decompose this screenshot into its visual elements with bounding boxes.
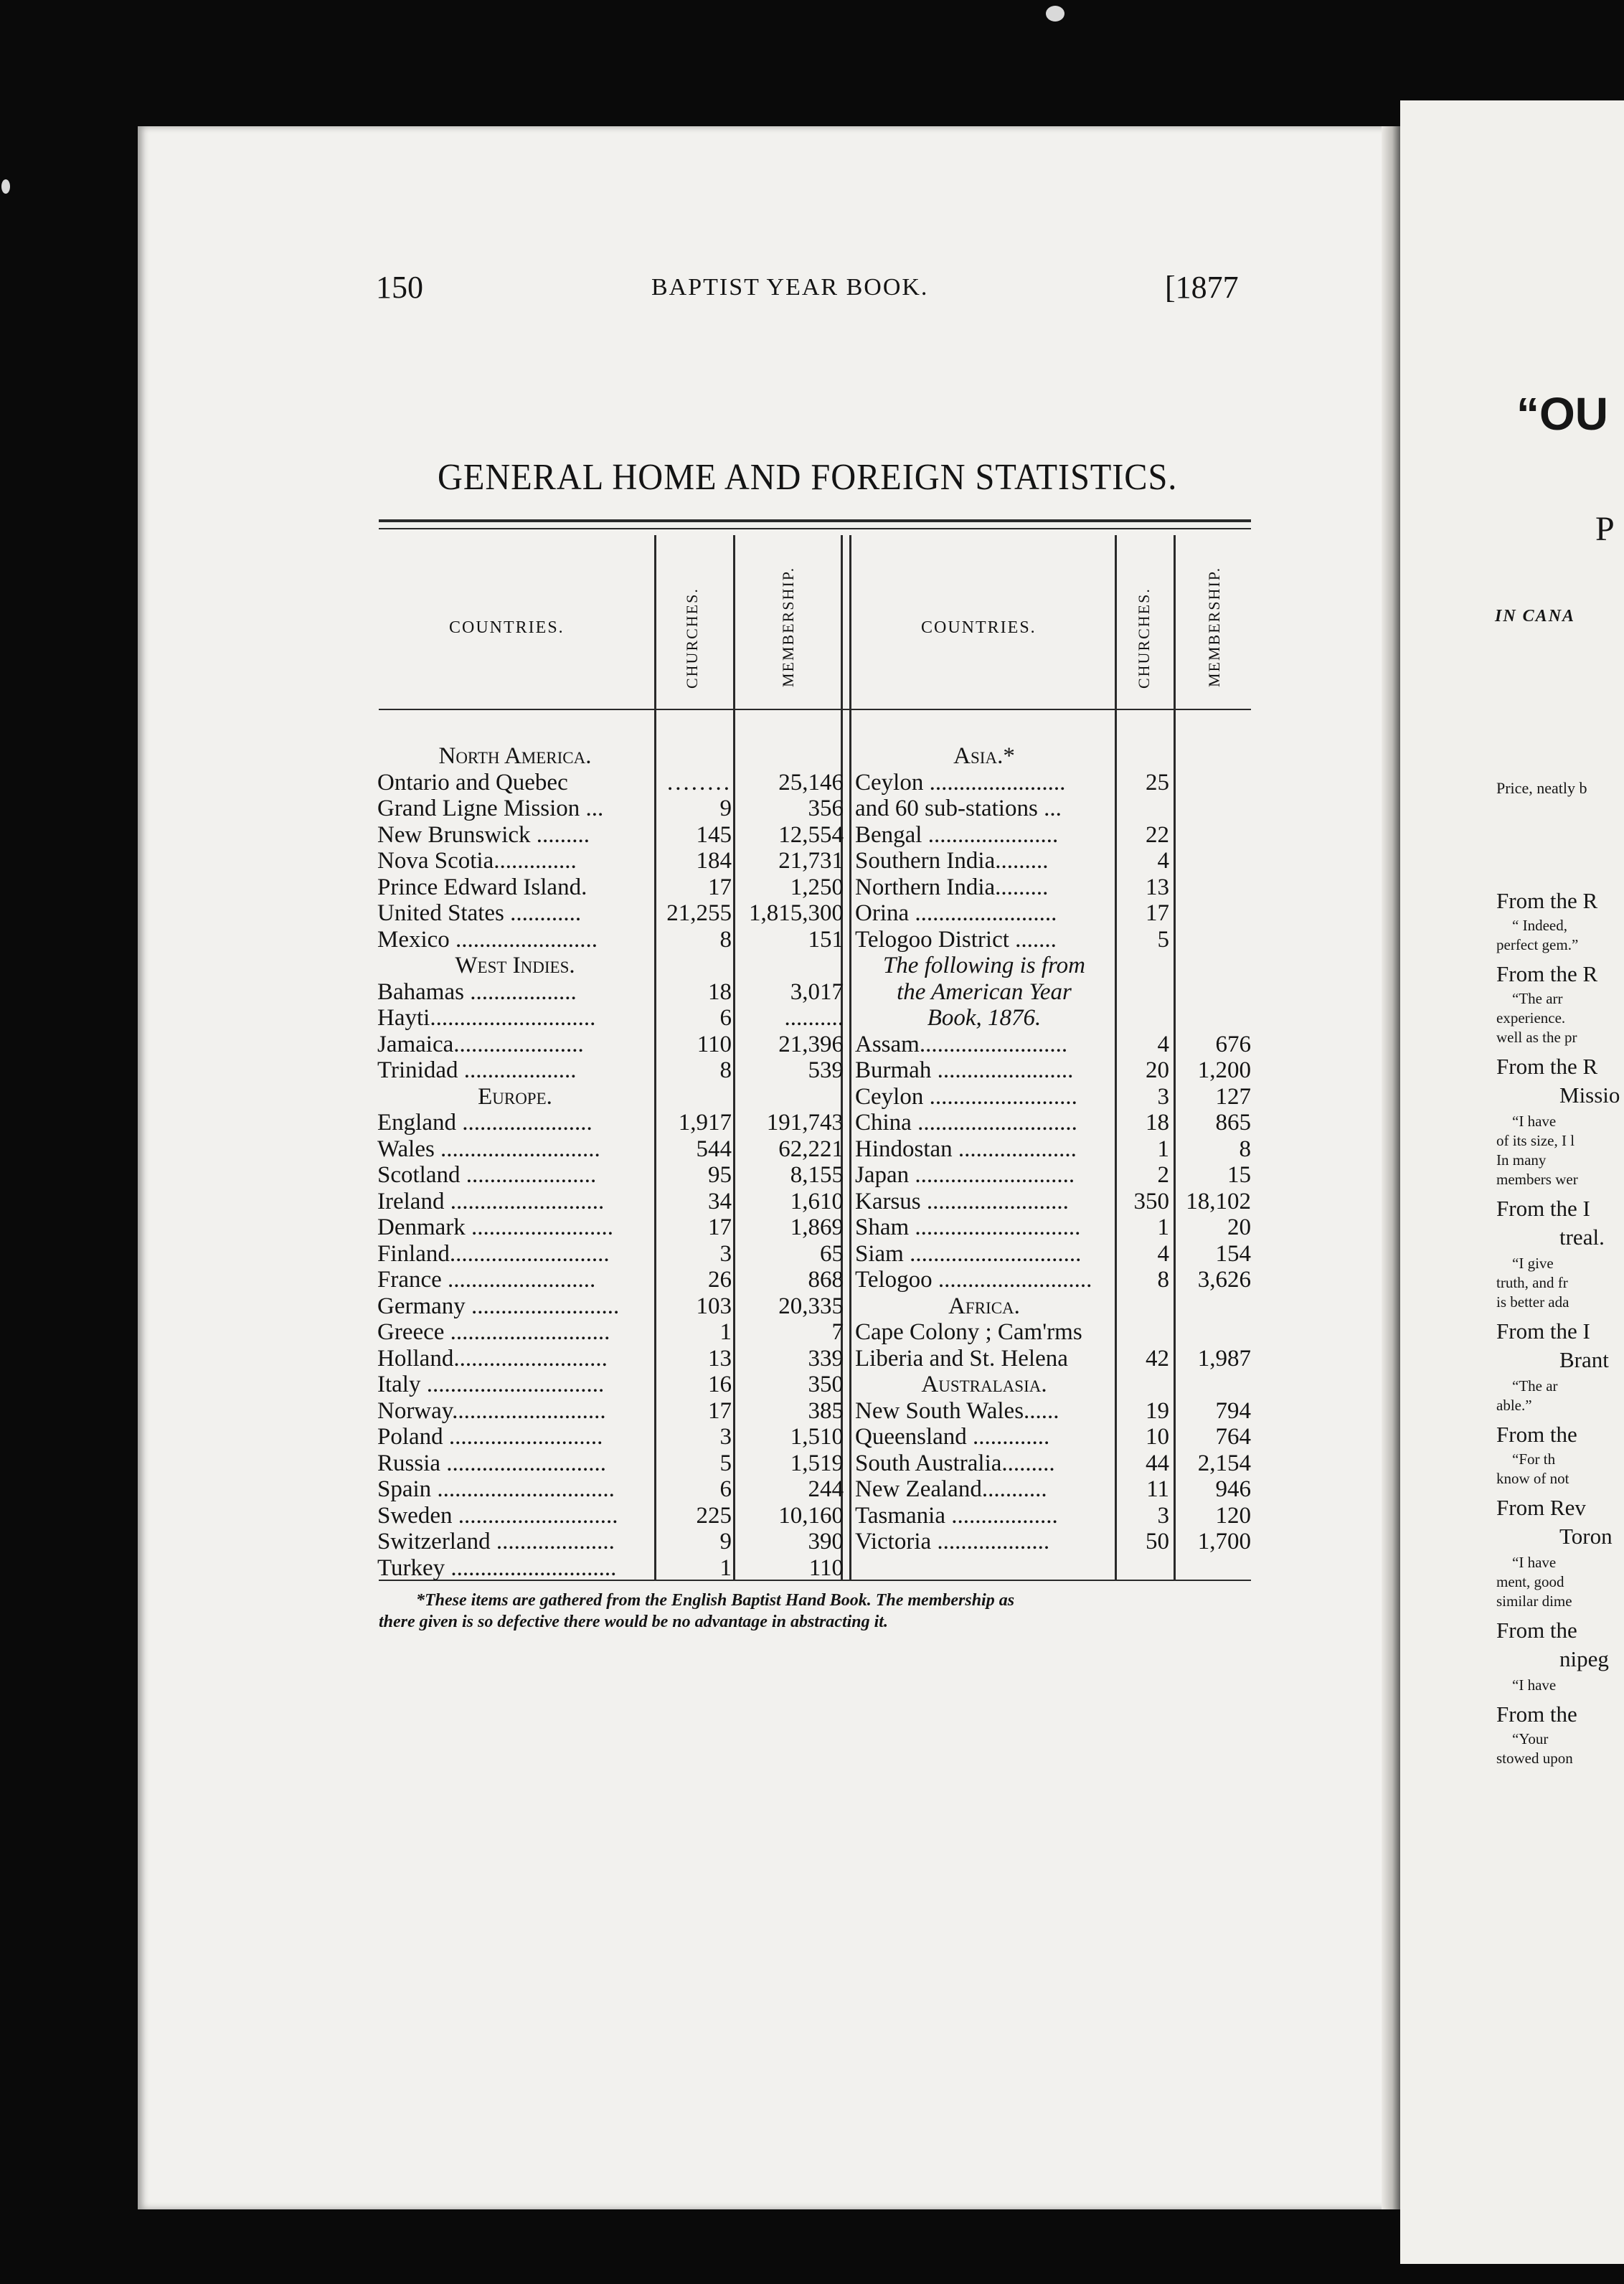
- membership-cell: 154: [1215, 1240, 1251, 1267]
- table-top-rule-thin: [379, 528, 1251, 529]
- country-label: Grand Ligne Mission ...: [377, 796, 604, 821]
- churches-cell: 4: [1157, 848, 1169, 874]
- churches-cell: 19: [1146, 1397, 1169, 1424]
- country-label: Ceylon .........................: [855, 1083, 1077, 1110]
- page-number: 150: [376, 270, 423, 305]
- membership-cell: 1,519: [790, 1450, 844, 1476]
- country-label: Cape Colony ; Cam'rms: [855, 1319, 1082, 1345]
- header-year: [1877: [1165, 270, 1239, 305]
- churches-cell: 16: [708, 1372, 732, 1397]
- table-top-rule: [379, 519, 1251, 522]
- churches-cell: 8: [719, 926, 732, 953]
- right-page-line: able.”: [1496, 1397, 1532, 1414]
- country-label: Bengal ......................: [855, 821, 1059, 848]
- churches-cell: 9: [719, 796, 732, 821]
- country-label: Ontario and Quebec: [377, 769, 568, 796]
- membership-cell: 3,626: [1197, 1267, 1251, 1293]
- churches-cell: 544: [696, 1136, 732, 1162]
- churches-cell: 2: [1157, 1162, 1169, 1188]
- right-page-price: Price, neatly b: [1496, 779, 1587, 797]
- right-page-heading: P: [1595, 510, 1615, 548]
- country-label: Wales ...........................: [377, 1136, 600, 1162]
- right-page-line: experience.: [1496, 1009, 1566, 1027]
- churches-cell: 1: [719, 1319, 732, 1345]
- right-page-line: Toron: [1559, 1524, 1613, 1549]
- churches-cell: 44: [1146, 1450, 1169, 1476]
- churches-cell: 17: [708, 1214, 732, 1240]
- membership-cell: 339: [808, 1345, 844, 1372]
- membership-cell: 1,200: [1197, 1057, 1251, 1083]
- country-label: France .........................: [377, 1267, 596, 1293]
- churches-cell: 3: [1157, 1502, 1169, 1529]
- membership-cell: 18,102: [1186, 1188, 1251, 1214]
- right-page-line: “I have: [1512, 1113, 1557, 1130]
- country-label: Sham ............................: [855, 1214, 1081, 1240]
- churches-cell: 95: [708, 1162, 732, 1188]
- right-page-big-title: “OU: [1516, 388, 1608, 440]
- country-label: Burmah .......................: [855, 1057, 1074, 1083]
- italic-note: Book, 1876.: [927, 1005, 1042, 1031]
- churches-cell: 110: [697, 1031, 732, 1057]
- churches-cell: 1: [1157, 1214, 1169, 1240]
- right-page-line: similar dime: [1496, 1592, 1572, 1610]
- churches-cell: 350: [1133, 1188, 1169, 1214]
- membership-cell: 539: [808, 1057, 844, 1083]
- churches-cell: 26: [708, 1267, 732, 1293]
- country-label: Norway..........................: [377, 1397, 606, 1424]
- membership-cell: 21,396: [778, 1031, 844, 1057]
- churches-cell: 22: [1146, 821, 1169, 848]
- country-label: Sweden ...........................: [377, 1502, 618, 1529]
- country-label: Bahamas ..................: [377, 978, 577, 1005]
- churches-cell: 8: [719, 1057, 732, 1083]
- right-page-line: “The ar: [1512, 1377, 1558, 1395]
- membership-cell: 1,250: [790, 874, 844, 900]
- running-title: BAPTIST YEAR BOOK.: [651, 274, 929, 301]
- right-page-line: From the I: [1496, 1318, 1590, 1344]
- membership-cell: 25,146: [778, 769, 844, 796]
- section-heading: Asia.*: [953, 743, 1015, 769]
- country-label: Trinidad ...................: [377, 1057, 577, 1083]
- country-label: Assam.........................: [855, 1031, 1068, 1057]
- footnote-line-1: *These items are gathered from the English Baptist Hand Book. The membership as: [416, 1591, 1015, 1610]
- churches-cell: 184: [696, 848, 732, 874]
- country-label: New Brunswick .........: [377, 821, 590, 848]
- country-label: United States ............: [377, 900, 582, 926]
- right-page-line: “For th: [1512, 1450, 1556, 1468]
- churches-cell: 5: [1157, 926, 1169, 953]
- country-label: Jamaica......................: [377, 1031, 584, 1057]
- right-page-line: nipeg: [1559, 1646, 1609, 1671]
- country-label: Spain ..............................: [377, 1476, 615, 1502]
- right-page-line: well as the pr: [1496, 1029, 1577, 1046]
- churches-cell: 17: [1146, 900, 1169, 926]
- churches-cell: 145: [696, 821, 732, 848]
- churches-cell: 225: [696, 1502, 732, 1529]
- membership-cell: 151: [808, 926, 844, 953]
- right-page-line: is better ada: [1496, 1293, 1569, 1311]
- membership-cell: 946: [1215, 1476, 1251, 1502]
- country-label: China ...........................: [855, 1110, 1077, 1136]
- footnote-line-2: there given is so defective there would be no advantage in abstracting it.: [379, 1613, 888, 1631]
- country-label: Northern India.........: [855, 874, 1049, 900]
- membership-cell: 127: [1215, 1083, 1251, 1110]
- country-label: Southern India.........: [855, 848, 1049, 874]
- membership-cell: 8,155: [790, 1162, 844, 1188]
- membership-heading-right: MEMBERSHIP.: [1205, 566, 1223, 687]
- country-label: Turkey ............................: [377, 1554, 617, 1581]
- section-heading: North America.: [438, 743, 592, 769]
- right-page-line: From the: [1496, 1618, 1577, 1643]
- country-label: Ceylon .......................: [855, 769, 1066, 796]
- right-page-line: “I have: [1512, 1554, 1557, 1571]
- right-page-line: “I have: [1512, 1676, 1557, 1694]
- right-page-line: Brant: [1559, 1347, 1609, 1372]
- right-page-line: of its size, I l: [1496, 1132, 1575, 1149]
- right-page-line: Missio: [1559, 1082, 1620, 1108]
- right-page-line: treal.: [1559, 1224, 1605, 1250]
- membership-cell: 15: [1227, 1162, 1251, 1188]
- italic-note: the American Year: [897, 978, 1072, 1005]
- churches-cell: 1: [1157, 1136, 1169, 1162]
- section-heading: West Indies.: [455, 953, 575, 978]
- churches-cell: 3: [1157, 1083, 1169, 1110]
- country-label: Japan ...........................: [855, 1162, 1075, 1188]
- right-page-line: truth, and fr: [1496, 1274, 1568, 1291]
- membership-cell: 62,221: [778, 1136, 844, 1162]
- membership-cell: 794: [1215, 1397, 1251, 1424]
- membership-cell: 868: [808, 1267, 844, 1293]
- membership-cell: 1,700: [1197, 1529, 1251, 1554]
- membership-cell: 385: [808, 1397, 844, 1424]
- country-label: and 60 sub-stations ...: [855, 796, 1062, 821]
- churches-cell: 20: [1146, 1057, 1169, 1083]
- country-label: New South Wales......: [855, 1397, 1059, 1424]
- scan-speck: [1046, 6, 1064, 22]
- right-page-line: “Your: [1512, 1730, 1549, 1747]
- churches-cell: 6: [719, 1476, 732, 1502]
- right-page-line: know of not: [1496, 1470, 1569, 1487]
- churches-cell: 5: [719, 1450, 732, 1476]
- membership-cell: 3,017: [790, 978, 844, 1005]
- churches-cell: 13: [708, 1345, 732, 1372]
- country-label: Poland ..........................: [377, 1424, 603, 1450]
- churches-cell: 34: [708, 1188, 732, 1214]
- membership-cell: 21,731: [778, 848, 844, 874]
- country-label: Italy ..............................: [377, 1372, 605, 1397]
- country-label: Holland..........................: [377, 1345, 608, 1372]
- country-label: Ireland ..........................: [377, 1188, 605, 1214]
- page-title: GENERAL HOME AND FOREIGN STATISTICS.: [438, 457, 1178, 498]
- country-label: Siam .............................: [855, 1240, 1082, 1267]
- membership-heading-left: MEMBERSHIP.: [779, 566, 797, 687]
- country-label: Greece ...........................: [377, 1319, 610, 1345]
- right-page-line: members wer: [1496, 1171, 1578, 1188]
- section-heading: Africa.: [948, 1293, 1020, 1319]
- section-heading: Australasia.: [921, 1372, 1047, 1397]
- membership-cell: 244: [808, 1476, 844, 1502]
- right-page-line: From the R: [1496, 961, 1598, 986]
- country-label: Telogoo ..........................: [855, 1267, 1092, 1293]
- country-label: Prince Edward Island.: [377, 874, 587, 900]
- churches-cell: 13: [1146, 874, 1169, 900]
- churches-cell: 103: [696, 1293, 732, 1319]
- right-page-line: ment, good: [1496, 1573, 1564, 1590]
- churches-cell: 50: [1146, 1529, 1169, 1554]
- right-page-line: “I give: [1512, 1255, 1554, 1272]
- churches-heading-left: CHURCHES.: [683, 587, 701, 689]
- membership-cell: 1,610: [790, 1188, 844, 1214]
- country-label: Denmark ........................: [377, 1214, 614, 1240]
- churches-cell: 25: [1146, 769, 1169, 796]
- churches-cell: 10: [1146, 1424, 1169, 1450]
- country-label: Hayti............................: [377, 1005, 596, 1031]
- churches-cell: 4: [1157, 1031, 1169, 1057]
- right-page-subtitle: IN CANA: [1495, 607, 1576, 626]
- churches-cell: 42: [1146, 1345, 1169, 1372]
- right-page-line: From the: [1496, 1422, 1577, 1447]
- membership-cell: 676: [1215, 1031, 1251, 1057]
- membership-cell: 7: [831, 1319, 844, 1345]
- country-label: Queensland .............: [855, 1424, 1050, 1450]
- country-label: Liberia and St. Helena: [855, 1345, 1068, 1372]
- right-page-line: “The arr: [1512, 990, 1563, 1007]
- membership-cell: 1,510: [790, 1424, 844, 1450]
- country-label: South Australia.........: [855, 1450, 1055, 1476]
- country-label: Germany .........................: [377, 1293, 620, 1319]
- membership-cell: 1,987: [1197, 1345, 1251, 1372]
- membership-cell: ..........: [784, 1005, 844, 1031]
- column-rule: [849, 535, 851, 1580]
- membership-cell: 12,554: [778, 821, 844, 848]
- membership-cell: 1,815,300: [749, 900, 844, 926]
- membership-cell: 1,869: [790, 1214, 844, 1240]
- countries-heading-right: COUNTRIES.: [921, 618, 1037, 637]
- membership-cell: 356: [808, 796, 844, 821]
- countries-heading-left: COUNTRIES.: [449, 618, 565, 637]
- churches-cell: 3: [719, 1240, 732, 1267]
- churches-cell: 1: [719, 1554, 732, 1581]
- membership-cell: 65: [820, 1240, 844, 1267]
- country-label: Russia ...........................: [377, 1450, 607, 1476]
- churches-cell: 18: [708, 978, 732, 1005]
- country-label: Karsus ........................: [855, 1188, 1069, 1214]
- churches-cell: 11: [1146, 1476, 1169, 1502]
- right-page-line: In many: [1496, 1151, 1547, 1169]
- country-label: Finland...........................: [377, 1240, 610, 1267]
- country-label: Scotland ......................: [377, 1162, 597, 1188]
- right-page-line: From the: [1496, 1702, 1577, 1727]
- country-label: England ......................: [377, 1110, 593, 1136]
- country-label: Nova Scotia..............: [377, 848, 577, 874]
- membership-cell: 8: [1239, 1136, 1251, 1162]
- right-page-line: From Rev: [1496, 1495, 1586, 1520]
- country-label: Telogoo District .......: [855, 926, 1057, 953]
- churches-cell: 8: [1157, 1267, 1169, 1293]
- country-label: Switzerland ....................: [377, 1529, 615, 1554]
- country-label: Mexico ........................: [377, 926, 598, 953]
- country-label: New Zealand...........: [855, 1476, 1047, 1502]
- churches-heading-right: CHURCHES.: [1135, 587, 1153, 689]
- right-page-line: From the R: [1496, 1054, 1598, 1079]
- membership-cell: 390: [808, 1529, 844, 1554]
- membership-cell: 20,335: [778, 1293, 844, 1319]
- right-page-line: From the R: [1496, 888, 1598, 913]
- right-page: [1400, 100, 1624, 2264]
- churches-cell: 17: [708, 1397, 732, 1424]
- scan-speck: [1, 179, 10, 194]
- membership-cell: 10,160: [778, 1502, 844, 1529]
- section-heading: Europe.: [478, 1083, 552, 1110]
- churches-cell: 9: [719, 1529, 732, 1554]
- churches-cell: 3: [719, 1424, 732, 1450]
- right-page-line: stowed upon: [1496, 1750, 1573, 1767]
- membership-cell: 20: [1227, 1214, 1251, 1240]
- membership-cell: 120: [1215, 1502, 1251, 1529]
- country-label: Tasmania ..................: [855, 1502, 1058, 1529]
- membership-cell: 2,154: [1197, 1450, 1251, 1476]
- churches-cell: 1,917: [678, 1110, 732, 1136]
- membership-cell: 110: [808, 1554, 844, 1581]
- churches-cell: 21,255: [666, 900, 732, 926]
- churches-cell: 18: [1146, 1110, 1169, 1136]
- right-page-line: “ Indeed,: [1512, 917, 1567, 934]
- churches-cell: 4: [1157, 1240, 1169, 1267]
- country-label: Orina ........................: [855, 900, 1057, 926]
- country-label: Victoria ...................: [855, 1529, 1050, 1554]
- country-label: Hindostan ....................: [855, 1136, 1077, 1162]
- right-page-line: perfect gem.”: [1496, 936, 1579, 953]
- membership-cell: 350: [808, 1372, 844, 1397]
- membership-cell: 865: [1215, 1110, 1251, 1136]
- leader-dots: ........: [667, 769, 732, 796]
- membership-cell: 764: [1215, 1424, 1251, 1450]
- churches-cell: 6: [719, 1005, 732, 1031]
- header-bottom-rule: [379, 709, 1251, 710]
- italic-note: The following is from: [882, 953, 1086, 978]
- membership-cell: 191,743: [766, 1110, 844, 1136]
- churches-cell: 17: [708, 874, 732, 900]
- right-page-line: From the I: [1496, 1196, 1590, 1221]
